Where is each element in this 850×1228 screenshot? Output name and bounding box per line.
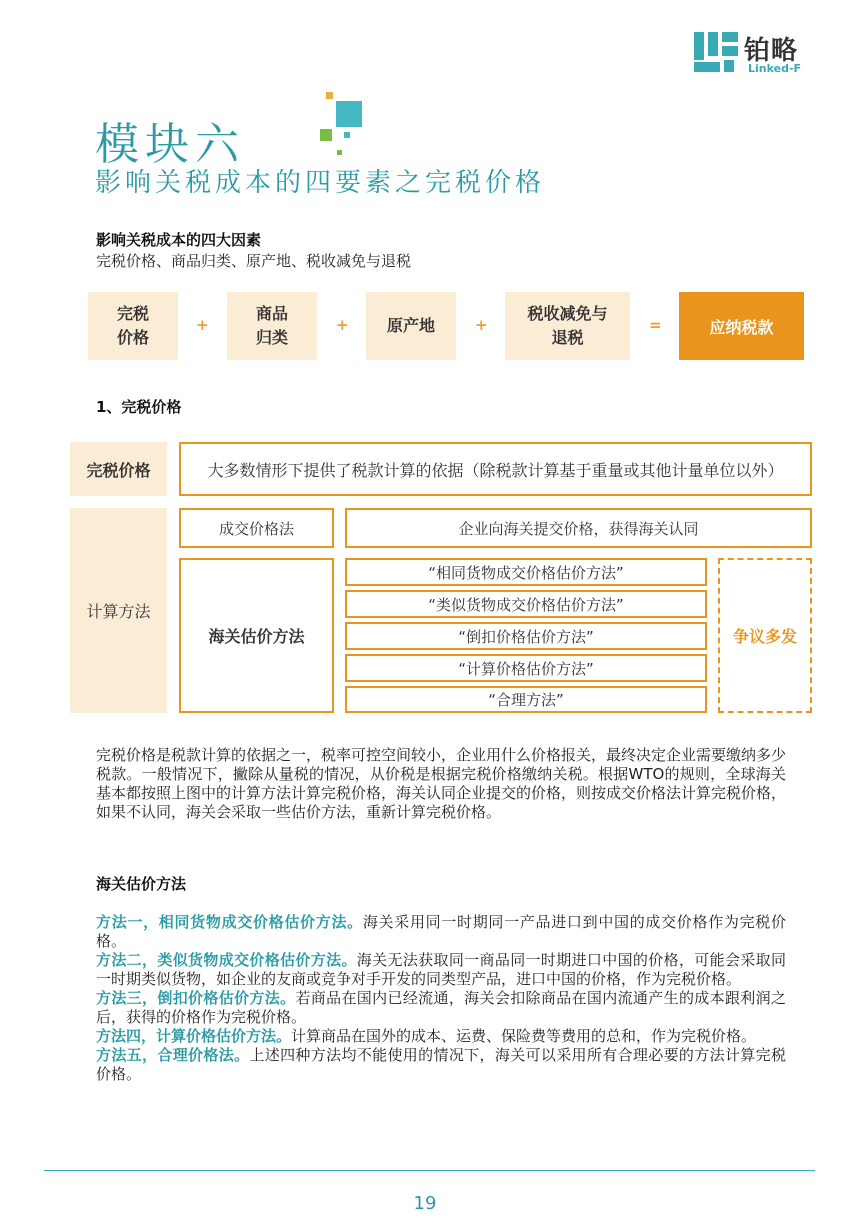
valuation-methods-list bbox=[96, 913, 786, 1084]
brand-name: 铂略 bbox=[744, 36, 799, 66]
footer-divider bbox=[44, 1170, 815, 1171]
brand-logo-icon bbox=[694, 32, 738, 72]
section2-heading: 海关估价方法 bbox=[96, 875, 187, 893]
formula-box-customs-value bbox=[88, 292, 178, 360]
section1-heading: 1、完税价格 bbox=[96, 398, 182, 416]
formula-box-line: 退税 bbox=[551, 328, 584, 347]
valuation-method-item: “倒扣价格估价方法” bbox=[345, 622, 707, 650]
decor-square bbox=[336, 101, 362, 127]
plus-sign: + bbox=[336, 316, 349, 334]
valuation-method-item: “合理方法” bbox=[345, 686, 707, 713]
formula-box-line: 完税 bbox=[116, 304, 149, 323]
intro-heading: 影响关税成本的四大因素 bbox=[96, 231, 262, 249]
method-title: 方法四，计算价格估价方法。 bbox=[96, 1027, 292, 1045]
formula-box-origin bbox=[366, 292, 456, 360]
formula-box-line: 价格 bbox=[116, 328, 149, 347]
row-label-calc-method: 计算方法 bbox=[70, 508, 167, 713]
method-title: 方法五，合理价格法。 bbox=[96, 1046, 250, 1064]
decor-square bbox=[344, 132, 350, 138]
module-subtitle: 影响关税成本的四要素之完税价格 bbox=[95, 168, 546, 198]
paragraph-text: 完税价格是税款计算的依据之一，税率可控空间较小，企业用什么价格报关，最终决定企业需要缴纳多少税款。一般情况下，撇除从量税的情况，从价税是根据完税价格缴纳关税。根据WTO的规则，全球海关基本都按照上图中的计算方法计算完税价格，海关认同企业提交的价格，则按成交价格法计算完税价格，如果不认同，海关会采取一些估价方法，重新计算完税价格。 bbox=[96, 746, 787, 821]
formula-box-line: 商品 bbox=[255, 304, 288, 323]
plus-sign: + bbox=[475, 316, 488, 334]
method-text: 计算商品在国外的成本、运费、保险费等费用的总和，作为完税价格。 bbox=[291, 1027, 757, 1045]
equals-sign: = bbox=[649, 316, 662, 334]
brand-subname: Linked-F bbox=[748, 62, 802, 75]
dispute-note-box: 争议多发 bbox=[718, 558, 812, 713]
plus-sign: + bbox=[196, 316, 209, 334]
decor-square bbox=[326, 92, 333, 99]
method-text: 海关无法获取同一商品同一时期进口中国的价格，可能会采取同一时期类似货物，如企业的友商或竞争对手开发的同类型产品，进口中国的价格，作为完税价格。 bbox=[96, 951, 786, 988]
row-label-customs-value: 完税价格 bbox=[70, 442, 167, 496]
formula-box-line: 税收减免与 bbox=[527, 304, 608, 323]
decor-square bbox=[320, 129, 332, 141]
transaction-value-desc-box: 企业向海关提交价格，获得海关认同 bbox=[345, 508, 812, 548]
customs-value-desc-box: 大多数情形下提供了税款计算的依据（除税款计算基于重量或其他计量单位以外） bbox=[179, 442, 812, 496]
method-text: 若商品在国内已经流通，海关会扣除商品在国内流通产生的成本跟利润之后，获得的价格作为完税价格。 bbox=[96, 989, 786, 1026]
customs-valuation-method-box: 海关估价方法 bbox=[179, 558, 334, 713]
formula-box-tax-relief bbox=[505, 292, 630, 360]
method-title: 方法一，相同货物成交价格估价方法。 bbox=[96, 913, 363, 931]
method-item bbox=[96, 989, 786, 1027]
method-title: 方法二，类似货物成交价格估价方法。 bbox=[96, 951, 357, 969]
page-number: 19 bbox=[413, 1193, 437, 1214]
module-title: 模块六 bbox=[95, 119, 245, 170]
method-item bbox=[96, 1027, 786, 1046]
method-item bbox=[96, 951, 786, 989]
decor-square bbox=[337, 150, 342, 155]
formula-result-tax-payable: 应纳税款 bbox=[679, 292, 804, 360]
method-text: 上述四种方法均不能使用的情况下，海关可以采用所有合理必要的方法计算完税价格。 bbox=[96, 1046, 786, 1083]
method-title: 方法三，倒扣价格估价方法。 bbox=[96, 989, 296, 1007]
valuation-method-item: “类似货物成交价格估价方法” bbox=[345, 590, 707, 618]
formula-box-line: 原产地 bbox=[386, 316, 435, 335]
valuation-method-item: “相同货物成交价格估价方法” bbox=[345, 558, 707, 586]
method-text: 海关采用同一时期同一产品进口到中国的成交价格作为完税价格。 bbox=[96, 913, 786, 950]
method-item bbox=[96, 1046, 786, 1084]
explanation-paragraph bbox=[96, 746, 786, 822]
transaction-value-method-box: 成交价格法 bbox=[179, 508, 334, 548]
method-item bbox=[96, 913, 786, 951]
formula-box-line: 归类 bbox=[255, 328, 288, 347]
valuation-method-item: “计算价格估价方法” bbox=[345, 654, 707, 682]
formula-box-classification bbox=[227, 292, 317, 360]
intro-text: 完税价格、商品归类、原产地、税收减免与退税 bbox=[96, 252, 412, 270]
